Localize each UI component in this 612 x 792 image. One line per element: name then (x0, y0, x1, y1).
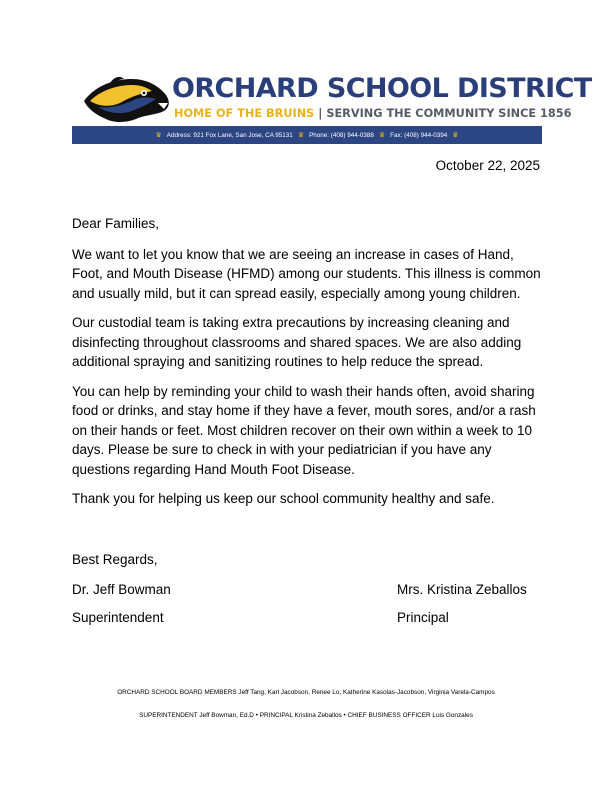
paragraph: We want to let you know that we are seeing an increase in cases of Hand, Foot, and Mouth Disease (HFMD) among our students. This illness is common and usually mild, but it can spread easily, especially among young children. (72, 246, 541, 301)
tagline-home: HOME OF THE BRUINS (174, 107, 315, 120)
letterhead (72, 70, 592, 148)
tagline-separator: | (318, 107, 323, 120)
letter-date: October 22, 2025 (435, 158, 540, 173)
paragraph: Our custodial team is taking extra precautions by increasing cleaning and disinfecting throughout classrooms and shared spaces. We are also adding additional spraying and sanitizing routines to help reduce the spread. (72, 315, 522, 369)
bruin-mascot-logo (80, 73, 172, 125)
closing: Best Regards, (72, 552, 158, 567)
district-tagline (174, 106, 572, 122)
footer-administration: SUPERINTENDENT Jeff Bowman, Ed.D • PRINCIPAL Kristina Zeballos • CHIEF BUSINESS OFFICER Luis Gonzales (139, 712, 473, 719)
address-text: Address: 921 Fox Lane, San Jose, CA 95131 (166, 131, 293, 139)
signatory-name: Mrs. Kristina Zeballos (397, 582, 527, 597)
letter-body (72, 214, 544, 519)
phone-text: Phone: (408) 944-0388 (309, 131, 374, 139)
crown-icon: ♛ (297, 132, 305, 139)
paragraph: Thank you for helping us keep our school community healthy and safe. (72, 491, 495, 506)
paragraph: You can help by reminding your child to wash their hands often, avoid sharing food or drinks, and stay home if they have a fever, mouth sores, and/or a rash on their hands or feet. Most children recover on their own within a week to 10 days. Please be sure to check in with your pediatrician if you have any questions regarding Hand Mouth Foot Disease. (72, 383, 536, 477)
tagline-serving: SERVING THE COMMUNITY SINCE 1856 (326, 107, 572, 120)
district-name: ORCHARD SCHOOL DISTRICT (172, 73, 592, 104)
crown-icon: ♛ (155, 132, 162, 139)
contact-bar (72, 126, 542, 144)
greeting: Dear Families, (72, 216, 160, 231)
crown-icon: ♛ (452, 132, 459, 139)
signatory-name: Dr. Jeff Bowman (72, 582, 171, 597)
fax-text: Fax: (408) 944-0394 (390, 131, 448, 139)
crown-icon: ♛ (378, 132, 386, 139)
signatory-title: Superintendent (72, 610, 164, 625)
footer-board-members: ORCHARD SCHOOL BOARD MEMBERS Jeff Tang, Karl Jacobson, Renee Lo, Katherine Kasolas-Jacobson, Virginia Varela-Campos (117, 689, 495, 696)
signatory-title: Principal (397, 610, 449, 625)
